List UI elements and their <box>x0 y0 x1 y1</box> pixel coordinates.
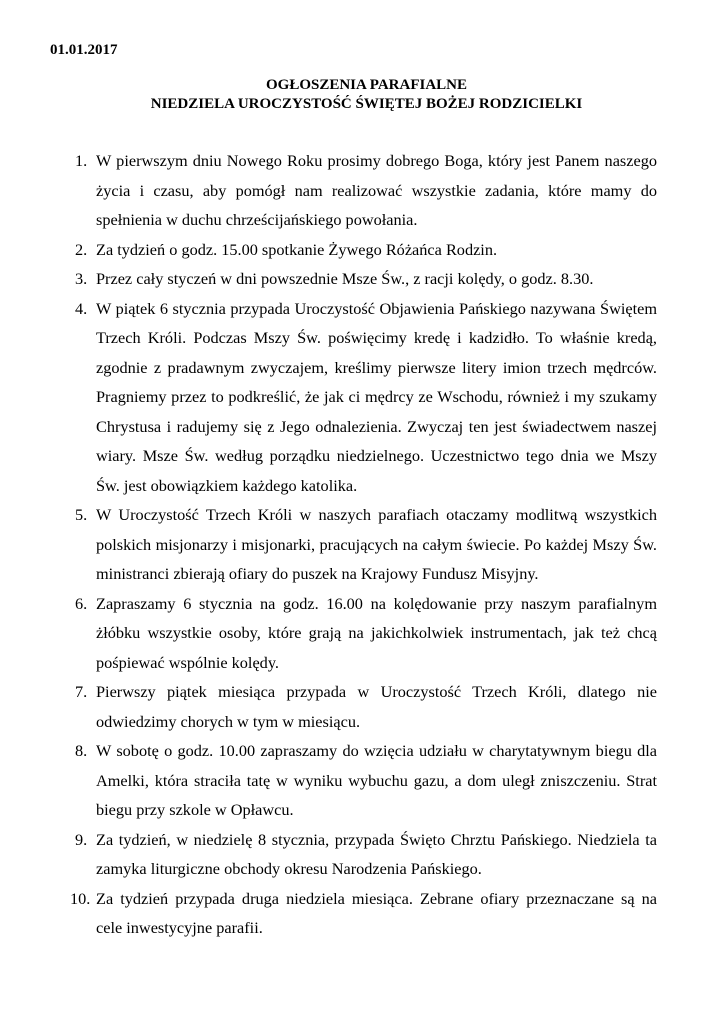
item-number: 7. <box>75 682 88 701</box>
list-item <box>0 294 657 501</box>
item-number: 1. <box>75 151 88 170</box>
list-item <box>0 589 657 678</box>
list-item <box>0 146 657 235</box>
item-number: 5. <box>75 505 88 524</box>
item-text: Zapraszamy 6 stycznia na godz. 16.00 na kolędowanie przy naszym parafialnym żłóbku wszystkie osoby, które grają na jakichkolwiek instrumentach, jak też chcą pośpiewać wspólnie kolędy. <box>96 593 657 672</box>
list-item <box>0 235 657 265</box>
item-text: W Uroczystość Trzech Króli w naszych parafiach otaczamy modlitwą wszystkich polskich misjonarzy i misjonarki, pracujących na całym świecie. Po każdej Mszy Św. ministranci zbierają ofiary do puszek na Krajowy Fundusz Misyjny. <box>96 505 657 583</box>
item-number: 10. <box>70 888 91 908</box>
item-text: Pierwszy piątek miesiąca przypada w Uroczystość Trzech Króli, dlatego nie odwiedzimy chorych w tym w miesiącu. <box>96 682 657 731</box>
list-item <box>0 825 657 884</box>
item-text: Za tydzień o godz. 15.00 spotkanie Żywego Różańca Rodzin. <box>96 239 498 259</box>
item-number: 9. <box>75 829 88 849</box>
title-line-2: NIEDZIELA UROCZYSTOŚĆ ŚWIĘTEJ BOŻEJ RODZICIELKI <box>150 96 583 112</box>
page-title <box>0 76 725 114</box>
item-number: 3. <box>75 269 88 288</box>
list-item <box>0 264 657 294</box>
document-date: 01.01.2017 <box>50 42 118 58</box>
list-item <box>0 677 657 736</box>
list-item <box>0 500 657 589</box>
item-text: W piątek 6 stycznia przypada Uroczystość Objawienia Pańskiego nazywana Świętem Trzech Króli. Podczas Mszy Św. poświęcimy kredę i kadzidło. To właśnie kredą, zgodnie z pradawnym zwyczajem, kreślimy pierwsze litery imion trzech mędrców. Pragniemy przez to podkreślić, że jak ci mędrcy ze Wschodu, również i my szukamy Chrystusa i radujemy się z Jego odnalezienia. Zwyczaj ten jest świadectwem naszej wiary. Msze Św. według porządku niedzielnego. Uczestnictwo tego dnia we Mszy Św. jest obowiązkiem każdego katolika. <box>96 298 657 495</box>
item-number: 8. <box>75 741 88 760</box>
item-text: W pierwszym dniu Nowego Roku prosimy dobrego Boga, który jest Panem naszego życia i czasu, aby pomógł nam realizować wszystkie zadania, które mamy do spełnienia w duchu chrześcijańskiego powołania. <box>96 151 657 229</box>
item-text: W sobotę o godz. 10.00 zapraszamy do wzięcia udziału w charytatywnym biegu dla Amelki, która straciła tatę w wyniku wybuchu gazu, a dom uległ zniszczeniu. Strat biegu przy szkole w Opławcu. <box>96 741 657 819</box>
item-text: Przez cały styczeń w dni powszednie Msze Św., z racji kolędy, o godz. 8.30. <box>96 269 594 288</box>
item-text: Za tydzień przypada druga niedziela miesiąca. Zebrane ofiary przeznaczane są na cele inwestycyjne parafii. <box>96 888 657 937</box>
item-text: Za tydzień, w niedzielę 8 stycznia, przypada Święto Chrztu Pańskiego. Niedziela ta zamyka liturgiczne obchody okresu Narodzenia Pańskiego. <box>96 829 657 878</box>
item-number: 2. <box>75 239 88 259</box>
item-number: 6. <box>75 593 88 613</box>
list-item <box>0 736 657 825</box>
title-line-1: OGŁOSZENIA PARAFIALNE <box>265 77 467 93</box>
announcements-list <box>0 146 725 943</box>
item-number: 4. <box>75 298 88 318</box>
list-item <box>0 884 657 943</box>
